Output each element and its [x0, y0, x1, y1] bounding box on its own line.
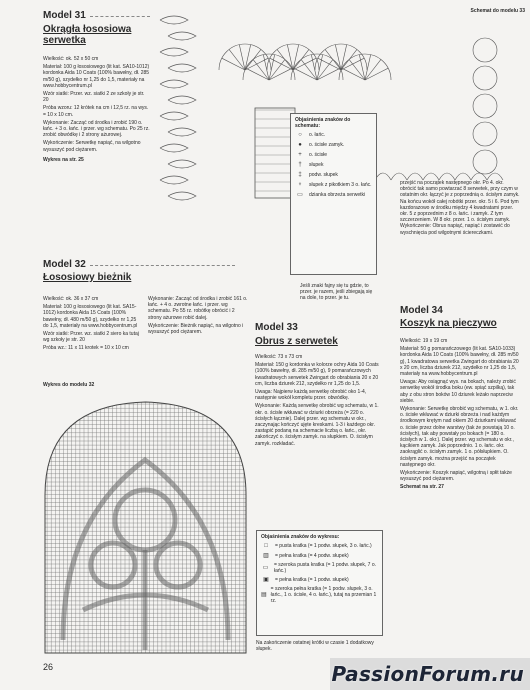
- text-line: Wykonanie: Zacząć od środka i zrobić 190 o. łańc. + 3 o. łańc. i przer. wg schematu. Po 25 rz. zrobić obwódkę i 2 strony ażurowej.: [43, 119, 150, 139]
- model-33-label: Model 33: [255, 322, 298, 333]
- schema-frame: [255, 108, 295, 198]
- filet-chart: [43, 400, 248, 655]
- treble-crochet-icon: ‡: [298, 172, 302, 179]
- legend-row: [295, 181, 372, 189]
- fan-stitch: [294, 68, 317, 80]
- wide-empty-icon: ▭: [262, 565, 269, 572]
- divider: [90, 16, 150, 17]
- text-line: Materiał: 100 g łososiowego (lit kat. SA15-1012) kordonka Aida 15 Coats (100% bawełny, dł. 480 m/50 g), szydełko nr 1,25 do 1,5, materiały na www.hobbycentrum.pl: [43, 304, 138, 329]
- chain-loop: [168, 192, 196, 200]
- legend-text: słupek: [309, 162, 324, 169]
- fan-stitch: [342, 68, 365, 80]
- text-line: Wielkość: ok. 52 x 50 cm: [43, 56, 99, 62]
- corner-loop: [473, 150, 497, 174]
- text-line: Wykonanie: Zacząć od środka i zrobić 161 o. łańc. + 4 o. zwrotne łańc. i przer. wg schematu. Po 55 rz. robótkę obrócić i 2 strony ażurowe robić dalej.: [148, 296, 248, 321]
- schema-title: Schemat do modelu 33: [470, 8, 525, 14]
- fan-stitch: [222, 58, 245, 70]
- model-32-title: Łososiowy bieżnik: [43, 272, 132, 283]
- chain-loop: [168, 64, 196, 72]
- chain-loop: [160, 16, 188, 24]
- model-34-title: Koszyk na pieczywo: [400, 318, 497, 329]
- text-line: Wykonanie: Serwetkę obrobić wg schematu, w 1. okr. o. ścisłe wkłuwać w dziurki obrzeża i nad każdym środkowym krętym nad okiem 20 dziurkami wkłuwać o. ścisłe przez dolne warstwy (tak że powstają 10 o. ścisłych), tak aby powstały po bokach (= 180 o. ścisłych w 1. okr.). Dalej przer. wg schematu w okr., kącikiem zamyk. Jak poprzednio. 1 o. łańc. okr. zaokrąglić o. ścisłym zamyk. 1 o. półsłupkiem. O. ścisłym zamyk. można przejść na początek następnego okr.: [400, 406, 519, 468]
- text-line: Wielkość: 19 x 19 cm: [400, 338, 448, 344]
- legend-row: [295, 131, 372, 139]
- chart-label: Wykres do modelu 32: [43, 382, 95, 388]
- chain-loop: [160, 80, 188, 88]
- text-line: Próba wz.: 11 x 11 krotek = 10 x 10 cm: [43, 345, 129, 352]
- legend-filet: [256, 530, 383, 636]
- model-32-text-right: [148, 296, 248, 337]
- model-34-text: [400, 338, 520, 493]
- page-reference: Schemat na str. 27: [400, 484, 444, 491]
- legend-row: [261, 552, 378, 560]
- chain-loop: [168, 128, 196, 136]
- double-crochet-icon: †: [298, 162, 302, 169]
- edge-icon: ▭: [297, 192, 303, 199]
- fan-stitch: [269, 68, 292, 80]
- text-line: Uwaga: Aby osiągnąć wys. na bokach, należy zrobić serwetkę wokół środka boku (ew. spiąć szpilką), tak aby z obu stron boków 10 dziurek leżało naprzeciw siebie.: [400, 379, 516, 404]
- fan-stitch: [365, 68, 388, 80]
- bottom-loop: [407, 173, 423, 180]
- bottom-loop: [487, 173, 503, 180]
- legend-top: [290, 113, 377, 275]
- fan-stitch: [246, 68, 269, 80]
- chain-loop: [168, 32, 196, 40]
- model-31-text: [43, 56, 151, 165]
- slip-stitch-icon: ●: [298, 142, 302, 149]
- legend-row: [295, 141, 372, 149]
- legend-text: = szeroka pusta kratka (= 1 podw. słupek, 7 o. łańc.): [274, 562, 377, 575]
- wide-filled-icon: ▤: [261, 592, 267, 599]
- legend-row: [261, 542, 378, 550]
- bottom-loop: [423, 173, 439, 180]
- text-line: Materiał: 50 g pomarańczowego (lit kat. SA10-1033) kordonka Aida 10 Coats (100% bawełny, dł. 285 m/50 g), 1 kwadratowa serwetka Zwingart do obrabiania 20 x 20 cm, liczba dziurek 212, szydełko nr 1,25 do 1,5, materiały na www.hobbycentrum.pl: [400, 346, 519, 378]
- bottom-loop: [375, 173, 391, 180]
- page-number: 26: [43, 662, 54, 672]
- legend-row: [295, 161, 372, 169]
- text-line: Wzór siatki: Przer. wz. siatki 2 siero ka tutaj wg szkoły je str. 20: [43, 331, 139, 344]
- bottom-loop: [439, 173, 455, 180]
- chain-loop: [160, 112, 188, 120]
- legend-row: [261, 586, 378, 604]
- legend-text: o. ścisłe: [309, 152, 328, 159]
- text-line: Materiał: 100 g łososiowego (lit kat. SA10-1012) kordonka Aida 10 Coats (100% bawełny, dł. 285 m/50 g), szydełko nr 1,25 do 1,5, materiały na www.hobbycentrum.pl: [43, 64, 150, 89]
- legend-text: podw. słupek: [309, 172, 338, 179]
- text-line: Wzór siatki: Przer. wz. siatki 2 ze szkoły je str. 20: [43, 91, 145, 104]
- divider: [90, 265, 235, 266]
- legend-text: dzianka obrzeża serwetki: [309, 192, 366, 199]
- fan-arc: [219, 44, 271, 70]
- picot-icon: ♆: [297, 182, 303, 189]
- model-33-title: Obrus z serwetek: [255, 336, 338, 347]
- model-31-label: Model 31: [43, 10, 86, 21]
- corner-loop: [473, 122, 497, 146]
- model-32-label: Model 32: [43, 259, 86, 270]
- corner-loop: [473, 66, 497, 90]
- legend-title: Objaśnienia znaków do schematu:: [295, 117, 351, 130]
- filled-square-icon: ▥: [263, 553, 269, 560]
- chain-loop: [160, 48, 188, 56]
- watermark: PassionForum.ru: [331, 662, 524, 686]
- text-line: Wykończenie: Serwetkę napiąć, na wilgotno wysuszyć pod ciężarem.: [43, 140, 141, 153]
- legend-text: o. ścisłe zamyk.: [309, 142, 345, 149]
- chain-loop: [168, 160, 196, 168]
- text-line: Wykończenie: Koszyk napiąć, wilgotną i spłit także wysuszyć pod ciężarem.: [400, 470, 512, 483]
- single-crochet-icon: +: [298, 152, 302, 159]
- legend-text: = pełna kratka (= 4 podw. słupek): [275, 553, 349, 560]
- legend-row: [295, 191, 372, 199]
- legend-text: słupek z pikotkiem 3 o. łańc.: [309, 182, 372, 189]
- legend-text: o. łańc.: [309, 132, 326, 139]
- chain-loop: [160, 144, 188, 152]
- legend-text: = szeroka pełna kratka (= 1 podw. słupek, 3 o. łańc., 1 o. ścisłe, 4 o. łańc.), tutaj na przemian 1 rz.: [270, 586, 377, 605]
- chain-icon: ○: [298, 132, 302, 139]
- text-line: Próba wzoru: 12 krótek na cm i 12,5 rz. na wys. = 10 x 10 cm.: [43, 105, 149, 118]
- text-line: Wykonanie: Każdą serwetkę obrobić wg schematu, w 1. okr. o. ścisłe wkłuwać w dziurki obrzeża (= 220 o. ścisłych łącznie). Dalej przer. wg schematu w okr., zaczynając kończyć ujęte kreskami. 1-3 i każdego okr. zastąpić podaną na schemacie liczbą o. łańc., okr. zakończyć o. ścisłym zamyk. na słupkiem. O. ścisłym zamyk. rozkładać.: [255, 403, 379, 447]
- legend-text: = pełna kratka (= 1 podw. słupek): [275, 577, 349, 584]
- chain-loop: [160, 176, 188, 184]
- model-31-title: Okrągła łososiowa serwetka: [43, 24, 132, 46]
- model-34-label: Model 34: [400, 305, 443, 316]
- legend-text: = pusta kratka (= 1 podw. słupek, 3 o. łańc.): [275, 543, 372, 550]
- empty-square-icon: □: [264, 543, 268, 550]
- chain-loop: [168, 96, 196, 104]
- legend-row: [295, 151, 372, 159]
- corner-loop: [473, 38, 497, 62]
- model-33-text: [255, 354, 381, 449]
- fan-arc: [315, 44, 367, 70]
- model-33-ending: Na zakończenie ostatnej krótki w czasie 1 dodatkowy słupek.: [256, 640, 374, 653]
- text-line: Wykończenie: Bieżnik napiąć, na wilgotno i wysuszyć pod ciężarem.: [148, 322, 244, 336]
- fan-stitch: [317, 68, 340, 80]
- page-reference: Wykres na str. 25: [43, 156, 84, 163]
- bottom-loop: [455, 173, 471, 180]
- model-33-continuation: przejść na początek następnego okr. Po 4. okr. obrócić tak samo powtarzać 8 serwetek, przy czym w ostatnim okr. łączyć je z poprzednią o. ścisłym zamyk. Na końcu wokół całej robótki przer. okr. 5 i 6. Pod tym kazdorazowo w środku między 4 kwadratami przer. okr. 5 z poprzednim z 8 o. łańc. i zamyk. Z tym szczerzeniem. W 8 okr. przer. 1 o. ścisłym zamyk. Wykończenie: Obrus napiąć, napiąć i zostawić do wyschnięcia pod wilgotnymi ściereczkami.: [400, 180, 520, 236]
- model-32-text-left: [43, 296, 143, 354]
- legend-note: Jeśli znaki fajny się tu gdzie, to przer. je razem, jeśli zbiegają się na dole, to przer. je tu.: [300, 283, 373, 302]
- filled-block-icon: ▣: [263, 577, 269, 584]
- text-line: Materiał: 150 g kordonka w kolorze ochry Aida 10 Coats (100% bawełny, dł. 285 m/50 g), 9 pomarańczowych kwadratowych serwetek Zwingart do obrabiania 20 x 20 cm, liczba dziurek 212, szydełko nr 1,25 do 1,5.: [255, 362, 379, 387]
- corner-loop: [473, 94, 497, 118]
- legend-row: [261, 562, 378, 574]
- text-line: Wielkość: 73 x 73 cm: [255, 354, 303, 360]
- fan-arc: [267, 44, 319, 70]
- legend-title: Objaśnienia znaków do wykresu:: [261, 534, 340, 540]
- text-line: Uwaga: Najpierw każdą serwetkę obrobić oko 1-4, następnie wokół kompletu przer. obwódkę.: [255, 389, 367, 402]
- legend-row: [261, 576, 378, 584]
- bottom-loop: [391, 173, 407, 180]
- text-line: Wielkość: ok. 36 x 37 cm: [43, 296, 99, 302]
- legend-row: [295, 171, 372, 179]
